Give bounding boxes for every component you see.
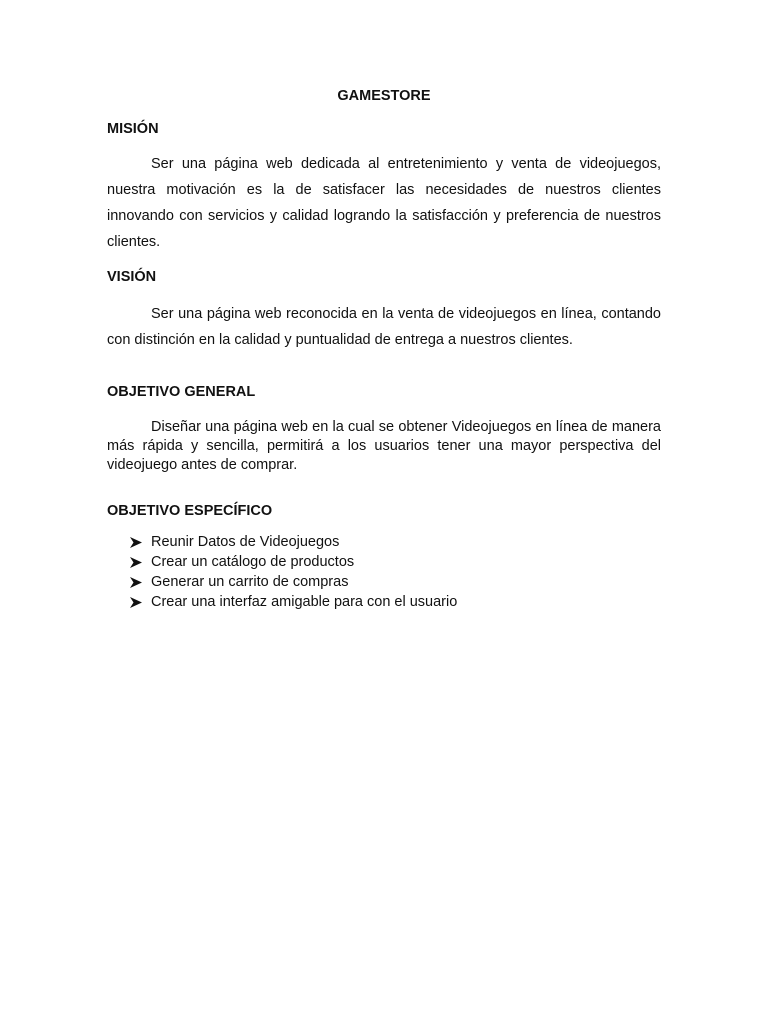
mision-paragraph: [107, 151, 661, 255]
objetivo-general-heading: OBJETIVO GENERAL: [107, 384, 256, 400]
list-item: [129, 532, 457, 552]
list-item-text: Reunir Datos de Videojuegos: [151, 534, 340, 550]
objetivo-general-paragraph: [107, 418, 661, 475]
vision-heading: VISIÓN: [107, 269, 157, 285]
objetivo-especifico-heading: OBJETIVO ESPECÍFICO: [107, 503, 273, 519]
document-title: GAMESTORE: [337, 88, 431, 104]
arrow-bullet-icon: [129, 572, 151, 592]
list-item: [129, 552, 457, 572]
vision-paragraph: [107, 301, 661, 353]
objetivo-general-text: Diseñar una página web en la cual se obtener Videojuegos en línea de manera más rápida y sencilla, permitirá a los usuarios tener una mayor perspectiva del videojuego antes de comprar.: [107, 419, 661, 473]
list-item: [129, 572, 457, 592]
mision-text: Ser una página web dedicada al entretenimiento y venta de videojuegos, nuestra motivación es la de satisfacer las necesidades de nuestros clientes innovando con servicios y calidad logrando la satisfacción y preferencia de nuestros clientes.: [107, 156, 661, 250]
arrow-bullet-icon: [129, 532, 151, 552]
objetivo-especifico-list: [129, 532, 457, 612]
list-item-text: Generar un carrito de compras: [151, 574, 349, 590]
arrow-bullet-icon: [129, 552, 151, 572]
list-item: [129, 592, 457, 612]
list-item-text: Crear una interfaz amigable para con el usuario: [151, 594, 458, 610]
arrow-bullet-icon: [129, 592, 151, 612]
vision-text: Ser una página web reconocida en la venta de videojuegos en línea, contando con distinción en la calidad y puntualidad de entrega a nuestros clientes.: [107, 306, 661, 348]
list-item-text: Crear un catálogo de productos: [151, 554, 355, 570]
mision-heading: MISIÓN: [107, 121, 159, 137]
